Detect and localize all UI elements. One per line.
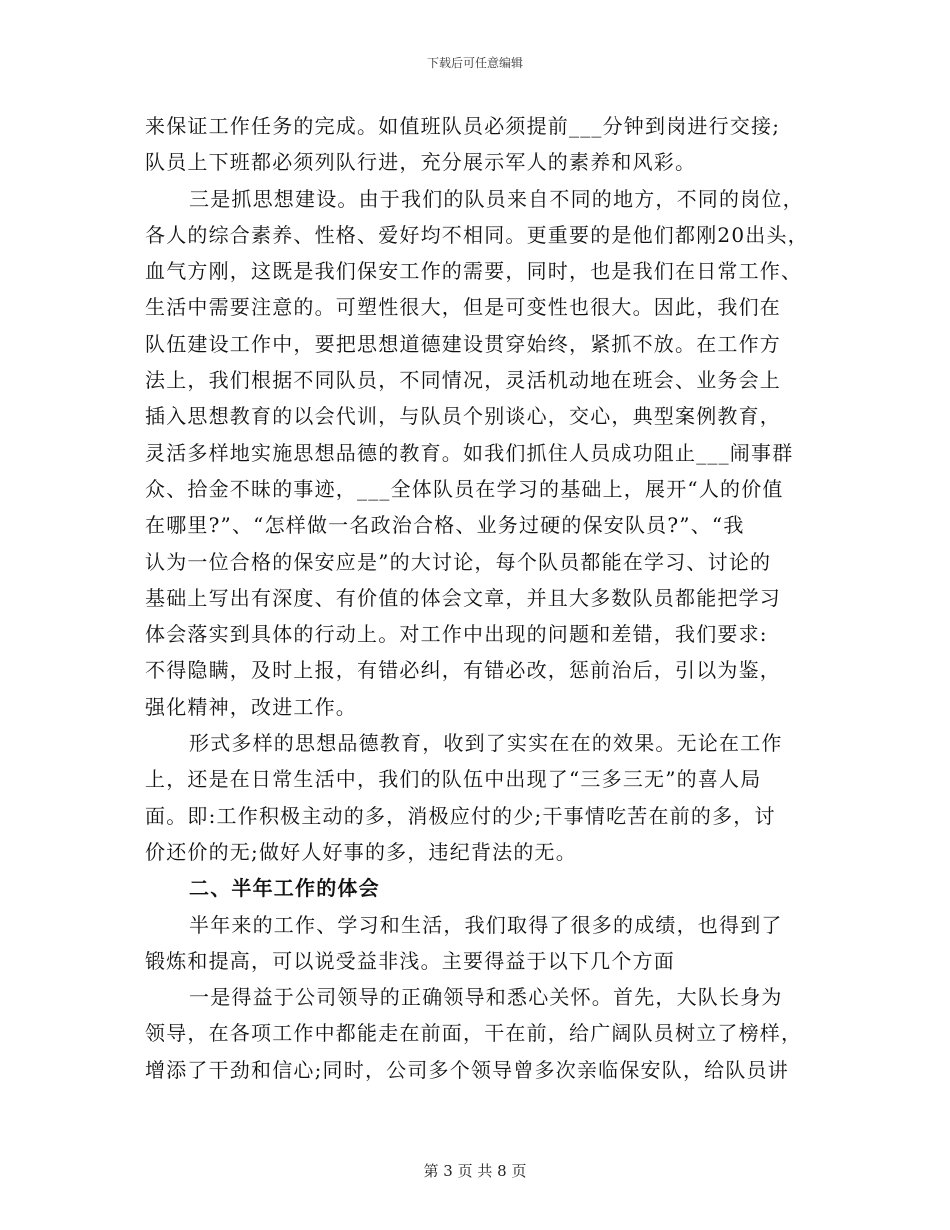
paragraph-start-line: 三是抓思想建设。由于我们的队员来自不同的地方，不同的岗位， [189, 186, 804, 211]
text-line: 众、拾金不昧的事迹，___全体队员在学习的基础上，展开“人的价值 [145, 476, 784, 501]
text-line: 上，还是在日常生活中，我们的队伍中出现了“三多三无”的喜人局 [145, 767, 762, 792]
document-body [145, 108, 810, 1088]
text-line: 插入思想教育的以会代训，与队员个别谈心，交心，典型案例教育， [145, 404, 781, 429]
section-heading: 二、半年工作的体会 [189, 876, 380, 901]
text-line: 面。即:工作积极主动的多，消极应付的少;干事情吃苦在前的多，讨 [145, 803, 776, 828]
text-line: 在哪里?”、“怎样做一名政治合格、业务过硬的保安队员?”、“我 [145, 513, 745, 538]
text-line: 血气方刚，这既是我们保安工作的需要，同时，也是我们在日常工作、 [145, 259, 803, 284]
text-line: 不得隐瞒，及时上报，有错必纠，有错必改，惩前治后，引以为鉴， [145, 658, 781, 683]
text-line: 增添了干劲和信心;同时，公司多个领导曾多次亲临保安队，给队员讲 [145, 1057, 789, 1082]
text-line: 各人的综合素养、性格、爱好均不相同。更重要的是他们都刚20出头， [145, 222, 809, 247]
text-line: 来保证工作任务的完成。如值班队员必须提前___分钟到岗进行交接; [145, 114, 781, 138]
text-line: 生活中需要注意的。可塑性很大，但是可变性也很大。因此，我们在 [145, 295, 781, 320]
text-line: 体会落实到具体的行动上。对工作中出现的问题和差错，我们要求: [145, 622, 768, 647]
text-line: 法上，我们根据不同队员，不同情况，灵活机动地在班会、业务会上 [145, 368, 781, 393]
paragraph-start-line: 形式多样的思想品德教育，收到了实实在在的效果。无论在工作 [189, 731, 783, 756]
text-line: 锻炼和提高，可以说受益非浅。主要得益于以下几个方面 [145, 948, 675, 973]
text-line: 灵活多样地实施思想品德的教育。如我们抓住人员成功阻止___闹事群 [145, 440, 794, 465]
text-line: 队员上下班都必须列队行进，充分展示军人的素养和风彩。 [145, 150, 697, 175]
text-line: 强化精神，改进工作。 [145, 694, 357, 719]
text-line: 价还价的无;做好人好事的多，违纪背法的无。 [145, 839, 577, 864]
page-header: 下载后可任意编辑 [426, 56, 523, 70]
text-line: 队伍建设工作中，要把思想道德建设贯穿始终，紧抓不放。在工作方 [145, 331, 781, 356]
page-footer: 第 3 页 共 8 页 [423, 1162, 527, 1180]
paragraph-start-line: 一是得益于公司领导的正确领导和悉心关怀。首先，大队长身为 [189, 985, 783, 1010]
paragraph-start-line: 半年来的工作、学习和生活，我们取得了很多的成绩，也得到了 [189, 912, 783, 937]
text-line: 认为一位合格的保安应是”的大讨论，每个队员都能在学习、讨论的 [145, 549, 772, 574]
text-line: 领导，在各项工作中都能走在前面，干在前，给广阔队员树立了榜样， [145, 1021, 803, 1046]
text-line: 基础上写出有深度、有价值的体会文章，并且大多数队员都能把学习 [145, 585, 781, 610]
